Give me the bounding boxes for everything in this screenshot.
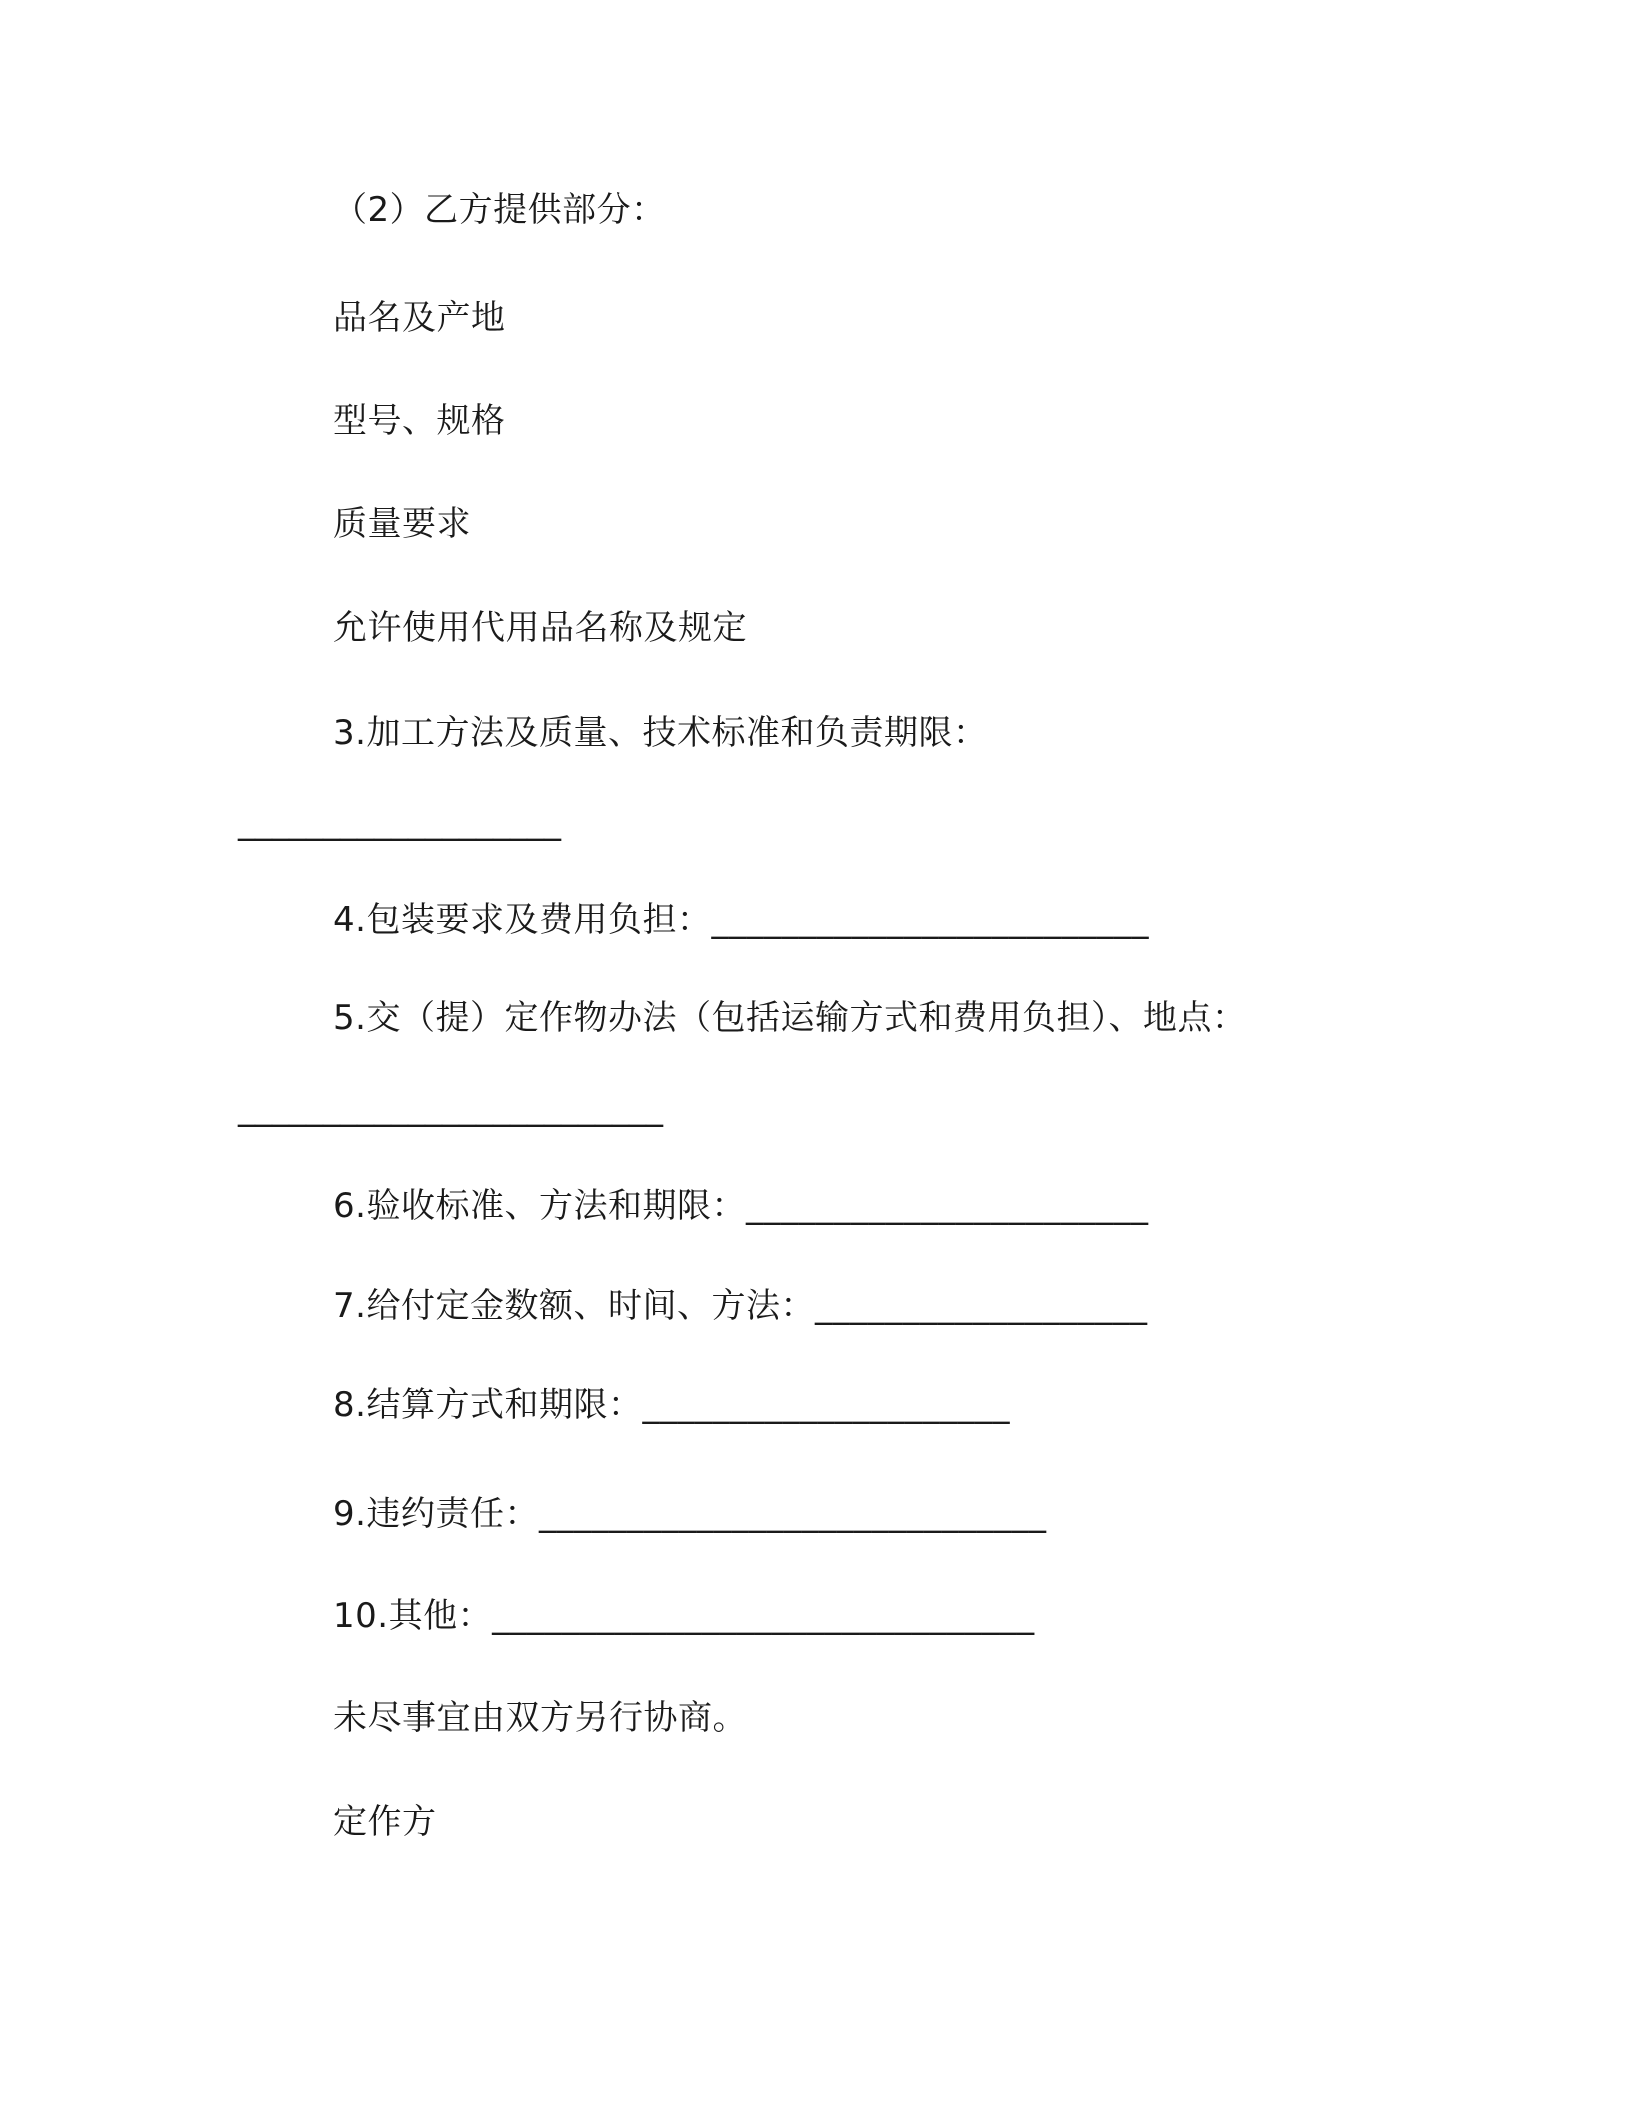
clause-5-blank-line: _________________________ bbox=[238, 1088, 663, 1128]
clause-6-acceptance: 6.验收标准、方法和期限：_______________________ bbox=[333, 1186, 1149, 1226]
clause-3-blank-line: ___________________ bbox=[238, 802, 561, 842]
clause-8-settlement: 8.结算方式和期限：_____________________ bbox=[333, 1385, 1010, 1425]
signature-party-label: 定作方 bbox=[333, 1802, 437, 1842]
field-substitute-rules: 允许使用代用品名称及规定 bbox=[333, 608, 747, 648]
clause-10-other: 10.其他：_______________________________ bbox=[333, 1596, 1035, 1636]
clause-5-delivery-method: 5.交（提）定作物办法（包括运输方式和费用负担）、地点： bbox=[333, 998, 1247, 1038]
clause-7-deposit: 7.给付定金数额、时间、方法：___________________ bbox=[333, 1286, 1148, 1326]
field-model-spec: 型号、规格 bbox=[333, 401, 506, 441]
clause-9-liability: 9.违约责任：_____________________________ bbox=[333, 1494, 1047, 1534]
clause-3-processing-method: 3.加工方法及质量、技术标准和负责期限： bbox=[333, 713, 988, 753]
field-quality-requirement: 质量要求 bbox=[333, 504, 471, 544]
field-product-name-origin: 品名及产地 bbox=[333, 298, 506, 338]
clause-4-packaging: 4.包装要求及费用负担：_________________________ bbox=[333, 900, 1149, 940]
section-heading-party-b-supplied: （2）乙方提供部分： bbox=[333, 190, 666, 230]
closing-note: 未尽事宜由双方另行协商。 bbox=[333, 1698, 747, 1738]
